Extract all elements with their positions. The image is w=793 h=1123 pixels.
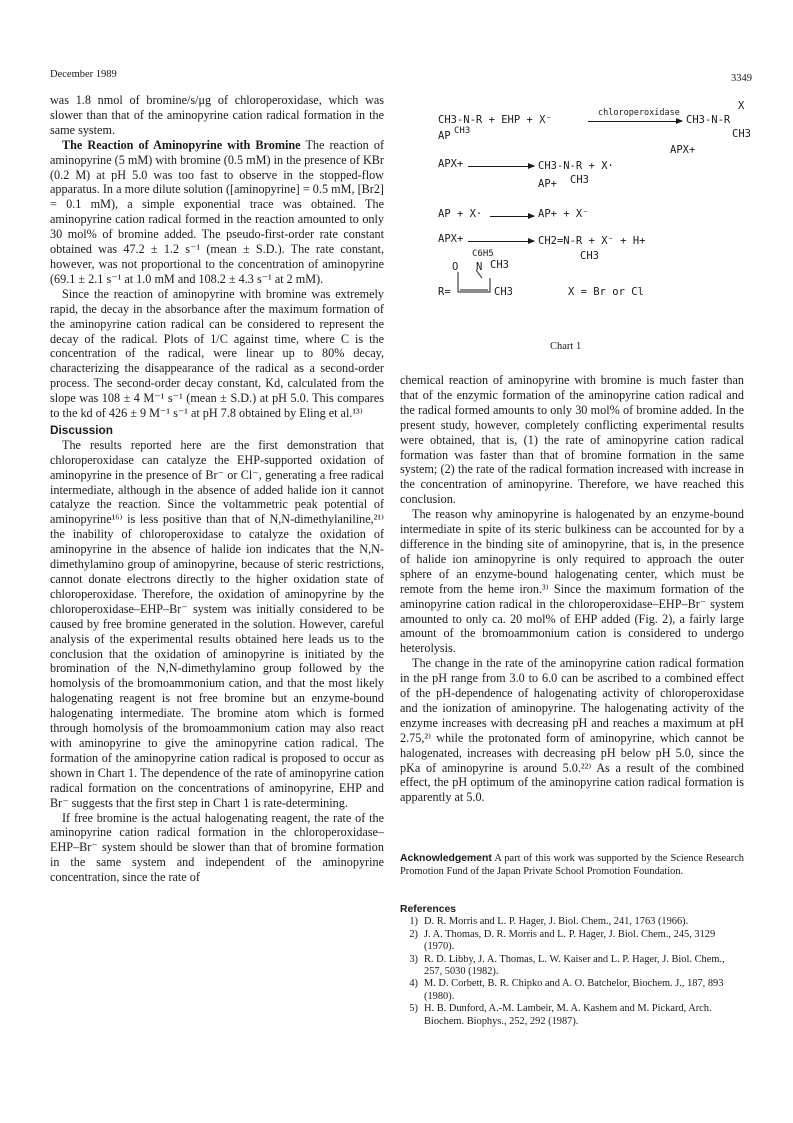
acknowledgement-label: Acknowledgement: [400, 853, 492, 864]
references-heading: References: [400, 904, 457, 915]
ap-label: AP: [438, 130, 451, 142]
methyl-label: CH3: [570, 174, 589, 186]
reaction-arrow: [588, 121, 682, 122]
reaction-arrow: [490, 216, 534, 217]
paragraph: If free bromine is the actual halogenating reagent, the rate of the aminopyrine cation radical formation in the chloroperoxidase–EHP–Br⁻ system should be slower than that of bromine formation in the same system and independent of the aminopyrine concentration, since the rate of: [50, 810, 384, 885]
methyl-label: CH3: [732, 128, 751, 140]
oxygen-label: O: [452, 261, 459, 273]
reaction-1-product: CH3-N-R: [686, 114, 731, 126]
paragraph: was 1.8 nmol of bromine/s/μg of chloroperoxidase, which was slower than that of the aminopyrine cation radical formation in the same system.: [50, 93, 384, 137]
paragraph: Since the reaction of aminopyrine with bromine was extremely rapid, the decay in the absorbance after the maximum formation of the aminopyrine cation radical can be considered to represent the decay of the radical. Plots of 1/C against time, where C is the concentration of the radical, were linear up to 80% decay, characterizing the disappearance of the radical as a second-order process. The second-order decay constant, Kd, calculated from the slope was 108 ± 4 M⁻¹ s⁻¹ (mean ± S.D.) at pH 5.0. This compares to the kd of 426 ± 9 M⁻¹ s⁻¹ at pH 7.8 obtained by Eling et al.¹³⁾: [50, 286, 384, 421]
page-number: 3349: [731, 73, 752, 84]
reference-item: 2) J. A. Thomas, D. R. Morris and L. P. Hager, J. Biol. Chem., 245, 3129 (1970).: [409, 928, 716, 953]
acknowledgement: [400, 853, 744, 878]
reference-item: 4) M. D. Corbett, B. R. Chipko and A. O. Batchelor, Biochem. J., 187, 893 (1980).: [409, 978, 724, 1002]
apx-label: APX+: [670, 144, 696, 156]
reaction-4-reactant: APX+: [438, 233, 464, 245]
nitrogen-label: N: [476, 261, 483, 273]
ap-radical-label: AP+: [538, 178, 557, 190]
halogen-label: X: [738, 100, 745, 112]
paragraph: The change in the rate of the aminopyrine cation radical formation in the pH range from 3.0 to 6.0 can be ascribed to a combined effect of the pH-dependence of halogenating activity of chloroperoxidase and the ionization of aminopyrine. The halogenating activity of the enzyme increases with decreasing pH and reaches a maximum at pH 2.75,²⁾ while the protonated form of aminopyrine, which cannot be halogenated, increases with decreasing pH below pH 5.0, since the pKa of aminopyrine is around 5.0.²²⁾ As a result of the combined effect, the pH optimum of the aminopyrine cation radical formation is apparently at 5.0.: [400, 656, 744, 805]
reference-item: 3) R. D. Libby, J. A. Thomas, L. W. Kaiser and L. P. Hager, J. Biol. Chem., 257, 5030 (1982).: [409, 953, 725, 978]
reference-item: 5) H. B. Dunford, A.-M. Lambeir, M. A. Kashem and M. Pickard, Arch. Biochem. Biophys., 252, 292 (1987).: [409, 1003, 712, 1027]
reaction-2-products: CH3-N-R + X·: [538, 160, 614, 172]
methyl-label: CH3: [490, 259, 509, 271]
reaction-3-products: AP+ + X⁻: [538, 208, 589, 220]
phenyl-label: C6H5: [472, 249, 494, 259]
references: [400, 904, 744, 1028]
paragraph-text: The reaction of aminopyrine (5 mM) with bromine (0.5 mM) in the presence of KBr (0.2 M) at pH 5.0 was too fast to observe in the stopped-flow apparatus. In a more dilute solution ([aminopyrine] = 0.5 mM, [Br2] = 0.1 mM), a simple exponential trace was obtained. The aminopyrine cation radical formed in the reaction amounted to only 30 mol% of bromine added. The pseudo-first-order rate constant obtained was 47.2 ± 1.2 s⁻¹ (mean ± S.D.). The rate constant, however, was not proportional to the concentration of aminopyrine (69.1 ± 2.1 s⁻¹ at 1.0 mM and 108.2 ± 4.3 s⁻¹ at 2 mM).: [50, 137, 384, 286]
reaction-arrow: [468, 166, 534, 167]
acknowledgement-text: A part of this work was supported by the Science Research Promotion Fund of the Japan Private School Promotion Foundation.: [400, 853, 744, 877]
paragraph: [50, 138, 384, 287]
r-group-label: R=: [438, 286, 451, 298]
reaction-arrow: [468, 241, 534, 242]
enzyme-label: chloroperoxidase: [598, 108, 680, 118]
reaction-scheme: [438, 96, 768, 326]
reference-item: 1) D. R. Morris and L. P. Hager, J. Biol. Chem., 241, 1763 (1966).: [409, 916, 689, 928]
chart-caption: Chart 1: [550, 341, 582, 352]
right-column: [400, 373, 744, 805]
halogen-definition: X = Br or Cl: [568, 286, 644, 298]
running-date: December 1989: [50, 69, 117, 80]
section-heading: The Reaction of Aminopyrine with Bromine: [62, 137, 301, 152]
discussion-heading: Discussion: [50, 422, 113, 437]
reaction-1-reactants: CH3-N-R + EHP + X⁻: [438, 114, 552, 126]
paragraph: The results reported here are the first demonstration that chloroperoxidase can catalyze the EHP-supported oxidation of aminopyrine in the presence of Br⁻ or Cl⁻, generating a free radical intermediate, although in the absence of added halide ion it cannot catalyze the reaction. Since the voltammetric peak potential of aminopyrine¹⁶⁾ is less positive than that of N,N-dimethylaniline,²¹⁾ the inability of chloroperoxidase to catalyze the oxidation of aminopyrine in the absence of halide ion indicates that the N,N-dimethylamino group of aminopyrine, because of steric restrictions, cannot donate electrons directly to the higher oxidation state of chloroperoxidase. Therefore, the oxidation of aminopyrine by the chloroperoxidase–EHP–Br⁻ system was initially considered to be caused by free bromine generated in the solution. However, careful analysis of the experimental results obtained here leads us to the conclusion that the oxidation of aminopyrine is initiated by the bromination of the N,N-dimethylamino group followed by the homolysis of the bromoammonium cation, and that the most likely halogenating reagent is not free bromine but an enzyme-bound halogenating intermediate. The bromine atom which is formed through homolysis of the bromoammonium cation may also react with aminopyrine to give the aminopyrine cation radical. The formation of the aminopyrine cation radical is proposed to occur as shown in Chart 1. The dependence of the rate of aminopyrine cation radical formation on the concentrations of aminopyrine, EHP and Br⁻ suggests that the first step in Chart 1 is rate-determining.: [50, 437, 384, 810]
pyrazolone-ring: [452, 268, 502, 298]
methyl-label: CH3: [580, 250, 599, 262]
methyl-label: CH3: [454, 126, 471, 136]
left-column: [50, 93, 384, 885]
methyl-label: CH3: [494, 286, 513, 298]
reaction-4-products: CH2=N-R + X⁻ + H+: [538, 235, 646, 247]
paragraph: The reason why aminopyrine is halogenated by an enzyme-bound intermediate in spite of its steric bulkiness can be accounted for by a difference in the binding site of aminopyrine, that is, in the presence of halide ion aminopyrine is only required to approach the outer sphere of an enzyme-bound halogenating center, which must be remote from the heme iron.³⁾ Since the maximum formation of the aminopyrine cation radical in the chloroperoxidase–EHP–Br⁻ system amounted to only ca. 20 mol% of EHP added (Fig. 2), a fairly large amount of the bromoammonium cation is considered to undergo heterolysis.: [400, 507, 744, 656]
paragraph: chemical reaction of aminopyrine with bromine is much faster than that of the enzymic formation of the aminopyrine cation radical and the radical formed amounts to only 30 mol% of bromine added. In the present study, however, completely conflicting experimental results were obtained, that is, (1) the rate of aminopyrine cation radical formation was faster than that of bromine formation in the same system; (2) the rate of the radical formation increased with increase in the concentration of aminopyrine. Therefore, we have reached this conclusion.: [400, 373, 744, 507]
reaction-2-reactant: APX+: [438, 158, 464, 170]
reaction-3-reactants: AP + X·: [438, 208, 483, 220]
